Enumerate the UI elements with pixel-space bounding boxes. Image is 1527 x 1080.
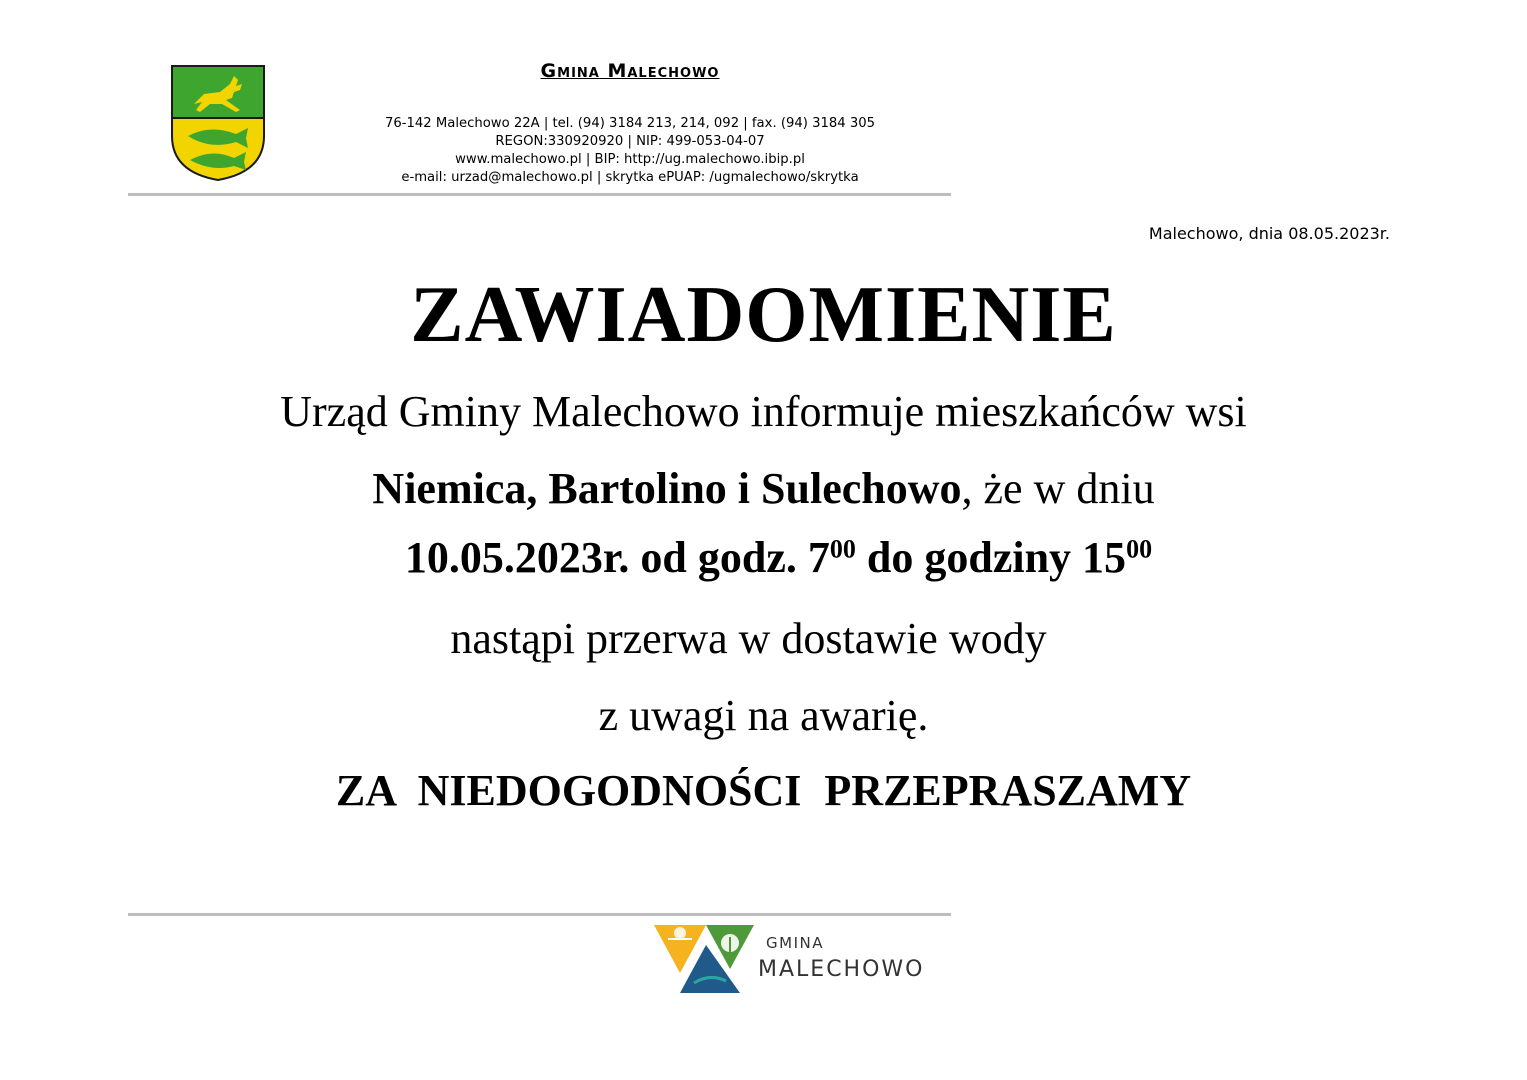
address-line: 76-142 Malechowo 22A | tel. (94) 3184 213, 214, 092 | fax. (94) 3184 305	[384, 116, 876, 131]
notice-time-line	[0, 532, 1527, 583]
notice-villages-line	[0, 463, 1527, 514]
footer-divider	[128, 913, 951, 916]
gmina-title-name: Malechowo	[607, 60, 720, 82]
gmina-title-prefix: Gmina	[540, 60, 600, 82]
footer-gmina-name: MALECHOWO	[758, 957, 925, 982]
gmina-title	[420, 60, 840, 82]
villages-suffix: , że w dniu	[961, 464, 1155, 513]
time-start-text: 10.05.2023r. od godz. 7	[404, 533, 830, 582]
regon-nip-line: REGON:330920920 | NIP: 499-053-04-07	[495, 134, 765, 149]
notice-apology-line: ZA NIEDOGODNOŚCI PRZEPRASZAMY	[335, 766, 1192, 815]
header-divider	[128, 193, 951, 196]
gmina-malechowo-logo-icon	[654, 921, 754, 993]
email-line: e-mail: urzad@malechowo.pl | skrytka ePUAP: /ugmalechowo/skrytka	[401, 170, 859, 185]
coat-of-arms-logo	[170, 64, 266, 182]
notice-intro-line: Urząd Gminy Malechowo informuje mieszkańców wsi	[280, 387, 1247, 436]
footer-gmina-label: GMINA	[766, 934, 824, 952]
notice-reason-line: z uwagi na awarię.	[598, 691, 929, 740]
notice-outage-line: nastąpi przerwa w dostawie wody	[450, 614, 1047, 663]
villages-names: Niemica, Bartolino i Sulechowo	[372, 464, 962, 513]
time-start-minutes: 00	[829, 534, 856, 564]
time-end-minutes: 00	[1126, 534, 1153, 564]
document-date: Malechowo, dnia 08.05.2023r.	[1148, 224, 1390, 243]
notice-heading: ZAWIADOMIENIE	[410, 271, 1117, 359]
time-end-text: do godziny 15	[855, 533, 1127, 582]
website-line: www.malechowo.pl | BIP: http://ug.malechowo.ibip.pl	[455, 152, 805, 167]
